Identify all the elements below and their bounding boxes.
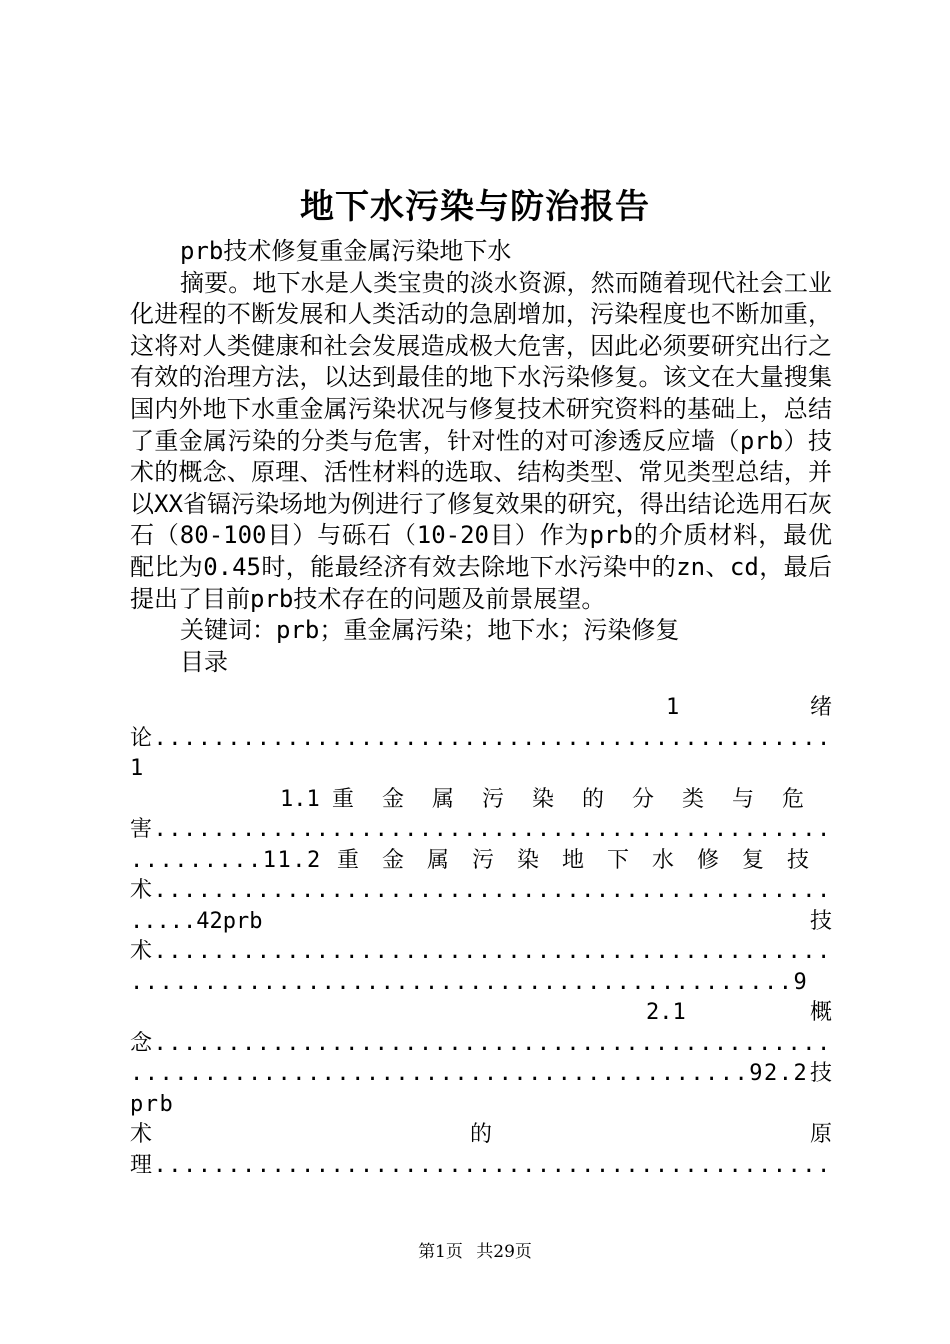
page-footer (0, 1240, 950, 1264)
toc-heading: 目录 (180, 647, 228, 676)
toc-entry[interactable] (130, 907, 832, 999)
toc-number: 1 (666, 695, 680, 720)
abstract-paragraph: 摘要。地下水是人类宝贵的淡水资源，然而随着现代社会工业化进程的不断发展和人类活动的急剧增加，污染程度也不断加重，这将对人类健康和社会发展造成极大危害，因此必须要研究出行之有效的治理方法，以达到最佳的地下水污染修复。该文在大量搜集国内外地下水重金属污染状况与修复技术研究资料的基础上，总结了重金属污染的分类与危害，针对性的对可渗透反应墙（prb）技术的概念、原理、活性材料的选取、结构类型、常见类型总结，并以XX省镉污染场地为例进行了修复效果的研究，得出结论选用石灰石（80-100目）与砾石（10-20目）作为prb的介质材料，最优配比为0.45时，能最经济有效去除地下水污染中的zn、cd，最后提出了目前prb技术存在的问题及前景展望。 (130, 268, 832, 613)
toc-entry[interactable] (130, 785, 832, 846)
toc-dot-leader: 术.............................................. (130, 878, 832, 903)
toc-label-char: 技 (809, 1061, 832, 1086)
toc-dot-leader: .........11.2 (130, 847, 322, 873)
toc-dot-leader: .............................................9 (130, 969, 809, 995)
toc-dot-leader: 念.............................................. (130, 1030, 832, 1056)
document-body (130, 236, 832, 678)
toc-number: 1.1 (280, 786, 320, 812)
toc-label: 重金属污染的分类与危 (331, 786, 832, 812)
page-number: 第1页 (418, 1242, 463, 1262)
toc-entry[interactable] (130, 998, 832, 1059)
toc-label-first-char: 绪 (809, 695, 832, 720)
document-title: 地下水污染与防治报告 (300, 187, 650, 227)
toc-dot-leader: 术.............................................. (130, 939, 832, 964)
toc-label: .....42prb (130, 908, 263, 934)
toc-label-char: 术 (130, 1122, 153, 1147)
toc-dot-leader: 论.............................................. (130, 725, 832, 751)
toc-entry[interactable] (130, 846, 832, 907)
keywords-line: 关键词：prb；重金属污染；地下水；污染修复 (180, 616, 680, 645)
toc-label: 重金属污染地下水修复技 (336, 847, 832, 873)
toc-label-char: 技 (809, 908, 832, 934)
toc-dot-leader: ..........................................92.2prb (130, 1061, 809, 1117)
toc-entry[interactable] (130, 1059, 832, 1181)
toc-dot-leader: 害.............................................. (130, 817, 832, 842)
document-subtitle: prb技术修复重金属污染地下水 (180, 237, 512, 265)
toc-label-first-char: 概 (809, 1000, 832, 1025)
toc-label-char: 的 (469, 1122, 492, 1147)
toc-entry[interactable] (130, 693, 832, 785)
toc-dot-leader: 理.............................................. (130, 1152, 832, 1178)
page-total: 共29页 (476, 1242, 532, 1262)
toc-label-char: 原 (809, 1122, 832, 1147)
toc-page-number: 1 (130, 756, 144, 781)
toc-number: 2.1 (646, 1000, 686, 1025)
table-of-contents (130, 693, 832, 1181)
